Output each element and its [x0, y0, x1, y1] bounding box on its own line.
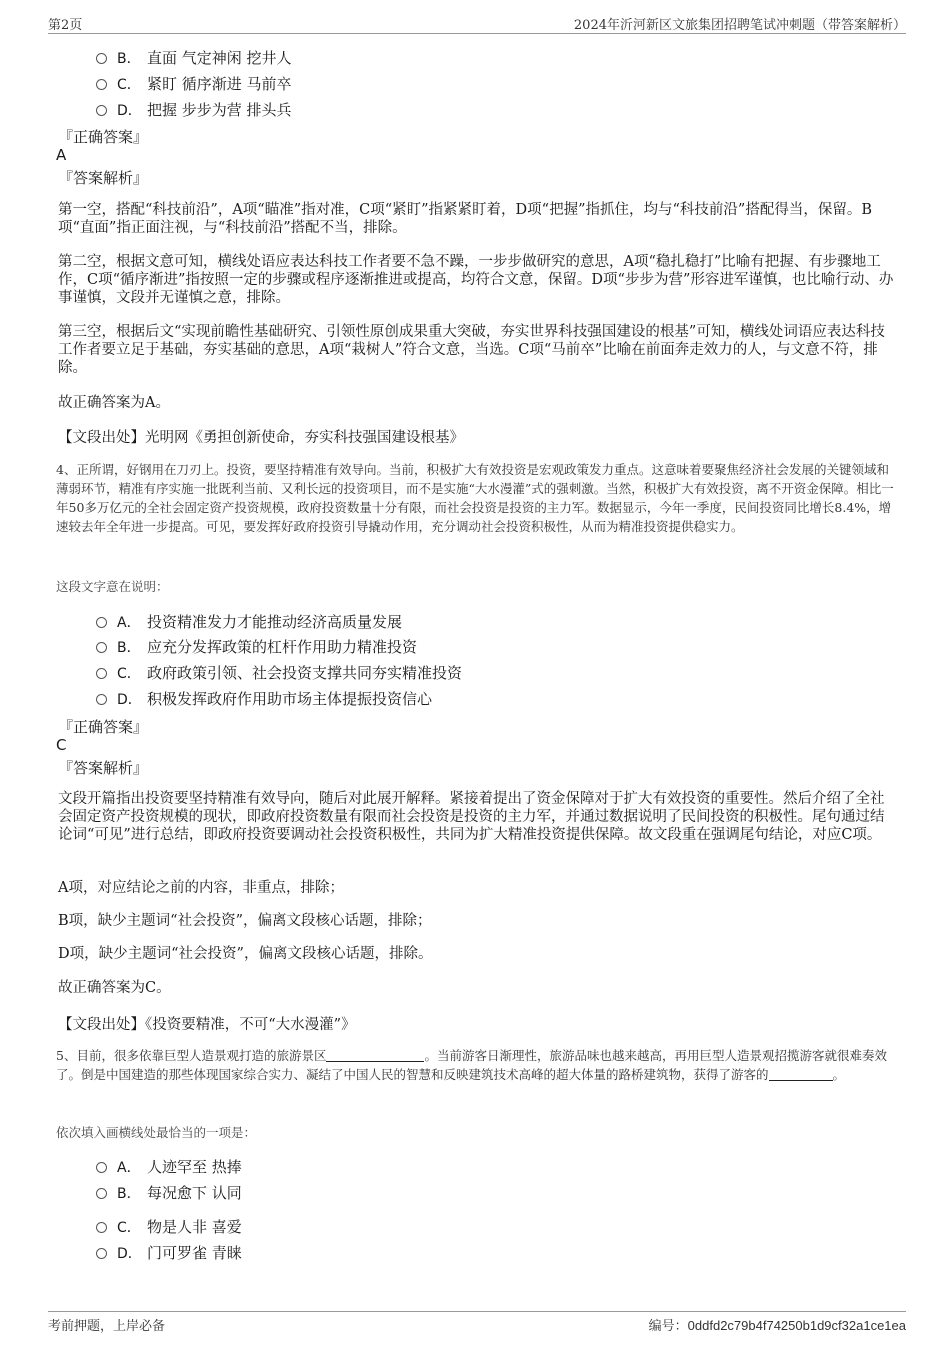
q4-option-b[interactable]: B． 应充分发挥政策的杠杆作用助力精准投资	[96, 636, 417, 657]
q4-option-c[interactable]: C． 政府政策引领、社会投资支撑共同夯实精准投资	[96, 662, 462, 683]
radio-icon[interactable]	[96, 642, 107, 653]
q5-option-b[interactable]: B． 每况愈下 认同	[96, 1182, 242, 1203]
q4-conclusion: 故正确答案为C。	[58, 980, 171, 996]
radio-icon[interactable]	[96, 1162, 107, 1173]
q4-answer: C	[56, 736, 67, 754]
page-footer	[48, 1311, 906, 1333]
q5-option-a[interactable]: A． 人迹罕至 热捧	[96, 1156, 242, 1177]
radio-icon[interactable]	[96, 1222, 107, 1233]
q3-option-b[interactable]: B． 直面 气定神闲 挖井人	[96, 47, 292, 68]
q4-analysis-paragraph: A项，对应结论之前的内容，非重点，排除；	[58, 880, 344, 896]
q4-option-a[interactable]: A． 投资精准发力才能推动经济高质量发展	[96, 611, 402, 632]
q4-analysis-paragraph: D项，缺少主题词“社会投资”，偏离文段核心话题，排除。	[58, 946, 433, 962]
q3-analysis-paragraph: 第三空，根据后文“实现前瞻性基础研究、引领性原创成果重大突破，夯实世界科技强国建设的根基”可知，横线处词语应表达科技工作者要立足于基础，夯实基础的意思，A项“栽树人”符合文意，当选。C项“马前卒”比喻在前面奔走效力的人，与文意不符，排除。	[58, 324, 885, 376]
q4-prompt: 这段文字意在说明：	[56, 579, 169, 594]
q5-prompt: 依次填入画横线处最恰当的一项是：	[56, 1125, 257, 1140]
q3-option-d[interactable]: D． 把握 步步为营 排头兵	[96, 99, 292, 120]
radio-icon[interactable]	[96, 1248, 107, 1259]
fill-blank[interactable]	[326, 1048, 424, 1062]
radio-icon[interactable]	[96, 694, 107, 705]
radio-icon[interactable]	[96, 617, 107, 628]
radio-icon[interactable]	[96, 105, 107, 116]
q5-stem: 5、目前，很多依靠巨型人造景观打造的旅游景区 。当前游客日渐理性，旅游品味也越来越高，再用巨型人造景观招揽游客就很难奏效了。倒是中国建造的那些体现国家综合实力、凝结了中国人民的智慧和反映建筑技术高峰的超大体量的路桥建筑物，获得了游客的 。	[56, 1048, 887, 1082]
q3-option-c[interactable]: C． 紧盯 循序渐进 马前卒	[96, 73, 292, 94]
q3-answer-label: 『正确答案』	[58, 128, 149, 146]
footer-code: 编号：0ddfd2c79b4f74250b1d9cf32a1ce1ea	[648, 1318, 906, 1334]
q4-stem: 4、正所谓，好钢用在刀刃上。投资，要坚持精准有效导向。当前，积极扩大有效投资是宏观政策发力重点。这意味着要聚焦经济社会发展的关键领域和薄弱环节，精准有序实施一批既利当前、又利长远的投资项目，而不是实施“大水漫灌”式的强刺激。当然，积极扩大有效投资，离不开资金保障。相比一年50多万亿元的全社会固定资产投资规模，政府投资数量十分有限，而社会投资是投资的主力军。数据显示，今年一季度，民间投资同比增长8.4%，增速较去年全年进一步提高。可见，要发挥好政府投资引导撬动作用，充分调动社会投资积极性，从而为精准投资提供稳实力。	[56, 462, 894, 534]
q4-option-d[interactable]: D． 积极发挥政府作用助市场主体提振投资信心	[96, 688, 432, 709]
document-title: 2024年沂河新区文旅集团招聘笔试冲刺题（带答案解析）	[573, 18, 906, 33]
q3-answer: A	[56, 146, 67, 164]
q5-option-c[interactable]: C． 物是人非 喜爱	[96, 1216, 242, 1237]
q4-source: 【文段出处】《投资要精准，不可“大水漫灌”》	[58, 1017, 356, 1033]
radio-icon[interactable]	[96, 53, 107, 64]
q3-source: 【文段出处】光明网《勇担创新使命，夯实科技强国建设根基》	[58, 430, 464, 446]
radio-icon[interactable]	[96, 1188, 107, 1199]
radio-icon[interactable]	[96, 668, 107, 679]
footer-slogan: 考前押题，上岸必备	[48, 1319, 166, 1334]
page-number: 第2页	[48, 18, 83, 33]
q4-analysis-paragraph: B项，缺少主题词“社会投资”，偏离文段核心话题，排除；	[58, 913, 432, 929]
q4-answer-label: 『正确答案』	[58, 718, 149, 736]
q4-analysis-paragraph: 文段开篇指出投资要坚持精准有效导向，随后对此展开解释。紧接着提出了资金保障对于扩大有效投资的重要性。然后介绍了全社会固定资产投资规模的现状，即政府投资数量有限而社会投资是投资的主力军，并通过数据说明了民间投资的积极性。尾句通过结论词“可见”进行总结，即政府投资要调动社会投资积极性，共同为扩大精准投资提供保障。故文段重在强调尾句结论，对应C项。	[58, 791, 885, 843]
q3-analysis-label: 『答案解析』	[58, 169, 149, 187]
radio-icon[interactable]	[96, 79, 107, 90]
fill-blank[interactable]	[769, 1067, 833, 1081]
q5-option-d[interactable]: D． 门可罗雀 青睐	[96, 1242, 242, 1263]
q3-analysis-paragraph: 第一空，搭配“科技前沿”，A项“瞄准”指对准，C项“紧盯”指紧紧盯着，D项“把握”指抓住，均与“科技前沿”搭配得当，保留。B项“直面”指正面注视，与“科技前沿”搭配不当，排除。	[58, 202, 872, 236]
q4-analysis-label: 『答案解析』	[58, 759, 149, 777]
q3-conclusion: 故正确答案为A。	[58, 395, 170, 411]
q3-analysis-paragraph: 第二空，根据文意可知，横线处语应表达科技工作者要不急不躁，一步步做研究的意思，A项“稳扎稳打”比喻有把握、有步骤地工作，C项“循序渐进”指按照一定的步骤或程序逐渐推进或提高，均符合文意，保留。D项“步步为营”形容进军谨慎，也比喻行动、办事谨慎，文段并无谨慎之意，排除。	[58, 254, 894, 306]
page-header	[48, 12, 906, 34]
